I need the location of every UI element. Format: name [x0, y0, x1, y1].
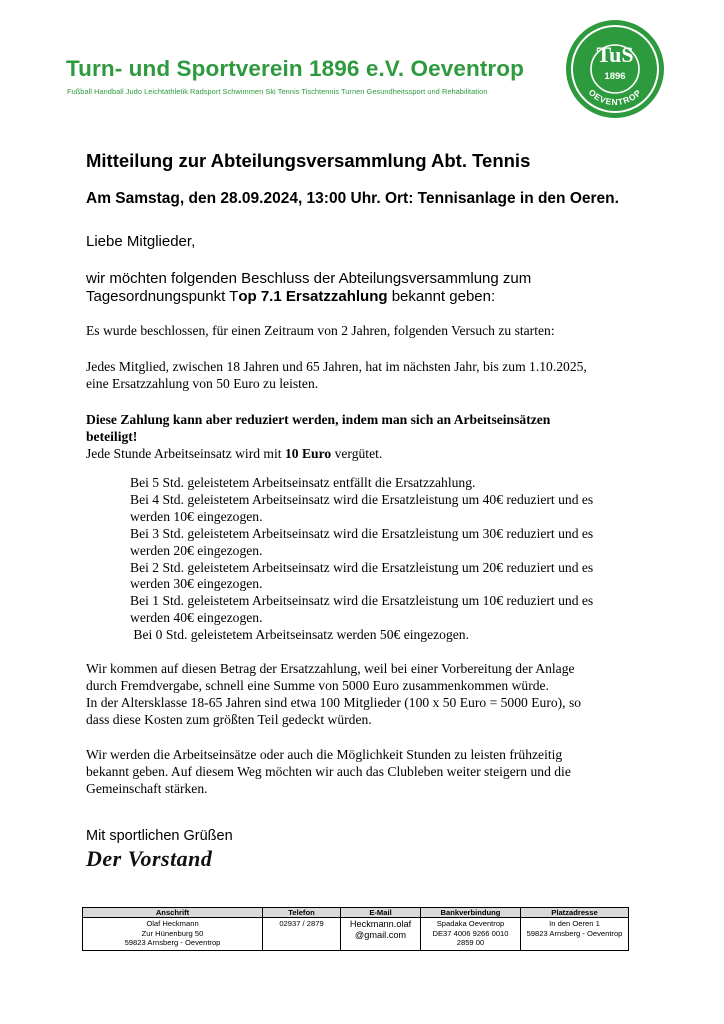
list-item: Bei 4 Std. geleistetem Arbeitseinsatz wird die Ersatzleistung um 40€ reduziert und es	[130, 491, 594, 507]
paragraph-reasoning	[86, 660, 646, 728]
intro-text: Tagesordnungspunkt T	[86, 288, 239, 305]
intro-text-end: bekannt geben:	[387, 288, 496, 305]
address-line: Zur Hünenburg 50	[141, 928, 204, 938]
footer-email	[341, 918, 421, 951]
venue-line: 59823 Arnsberg - Oeventrop	[526, 928, 623, 938]
hourly-rate-amount: 10 Euro	[284, 446, 332, 461]
list-item: Bei 3 Std. geleistetem Arbeitseinsatz wird die Ersatzleistung um 30€ reduziert und es	[130, 525, 594, 541]
paragraph-outlook	[86, 746, 646, 797]
footer-header-bank: Bankverbindung	[421, 908, 521, 918]
bank-line: DE37 4006 9266 0010	[432, 928, 509, 938]
list-item: werden 20€ eingezogen.	[130, 542, 263, 558]
list-item: werden 40€ eingezogen.	[130, 610, 263, 626]
reasoning-line: Wir kommen auf diesen Betrag der Ersatzzahlung, weil bei einer Vorbereitung der Anlage	[86, 661, 575, 676]
list-item: Bei 5 Std. geleistetem Arbeitseinsatz entfällt die Ersatzzahlung.	[130, 475, 476, 490]
address-line: 59823 Arnsberg - Oeventrop	[124, 938, 221, 947]
payment-line-2: eine Ersatzzahlung von 50 Euro zu leisten.	[86, 376, 319, 391]
logo-year: 1896	[604, 71, 626, 82]
payment-line-1: Jedes Mitglied, zwischen 18 Jahren und 65 Jahren, hat im nächsten Jahr, bis zum 1.10.2025,	[86, 359, 587, 374]
club-sports-list: Fußball Handball Judo Leichtathletik Radsport Schwimmen Ski Tennis Tischtennis Turnen Gesundheitssport und Rehabilitation	[67, 87, 488, 96]
venue-line: In den Oeren 1	[549, 919, 600, 928]
reasoning-line: dass diese Kosten zum größten Teil gedeckt würden.	[86, 712, 372, 727]
club-logo	[565, 19, 665, 119]
footer-header-email: E-Mail	[341, 908, 421, 918]
footer-contact-table	[82, 907, 629, 951]
footer-bank	[421, 918, 521, 951]
signature: Der Vorstand	[86, 846, 213, 871]
logo-text-top: TuS	[596, 42, 634, 67]
bank-line: 2859 00	[456, 938, 485, 947]
footer-header-row	[83, 908, 629, 918]
list-item: Bei 1 Std. geleistetem Arbeitseinsatz wird die Ersatzleistung um 10€ reduziert und es	[130, 593, 594, 609]
footer-phone	[263, 918, 341, 951]
hourly-rate-line	[86, 445, 646, 462]
hourly-rate-text: Jede Stunde Arbeitseinsatz wird mit	[86, 446, 285, 461]
list-item: werden 10€ eingezogen.	[130, 508, 263, 524]
footer-data-row	[83, 918, 629, 951]
intro-line-2	[86, 288, 646, 306]
footer-header-phone: Telefon	[263, 908, 341, 918]
reduction-bold-line-1: Diese Zahlung kann aber reduziert werden, indem man sich an Arbeitseinsätzen	[86, 412, 551, 427]
reduction-list	[130, 475, 640, 644]
footer-address	[83, 918, 263, 951]
phone-number: 02937 / 2879	[279, 919, 324, 928]
greeting: Liebe Mitglieder,	[86, 233, 196, 250]
list-item: Bei 2 Std. geleistetem Arbeitseinsatz wird die Ersatzleistung um 20€ reduziert und es	[130, 559, 594, 575]
bank-line: Spadaka Oeventrop	[436, 919, 505, 928]
reasoning-line: durch Fremdvergabe, schnell eine Summe von 5000 Euro zusammenkommen würde.	[86, 678, 549, 693]
list-item: Bei 0 Std. geleistetem Arbeitseinsatz werden 50€ eingezogen.	[130, 627, 469, 643]
outlook-line: bekannt geben. Auf diesem Weg möchten wir auch das Clubleben weiter steigern und die	[86, 764, 571, 779]
paragraph-reduction	[86, 411, 646, 462]
hourly-rate-text-end: vergütet.	[331, 446, 383, 461]
email-line: @gmail.com	[354, 930, 407, 940]
reasoning-line: In der Altersklasse 18-65 Jahren sind etwa 100 Mitglieder (100 x 50 Euro = 5000 Euro), so	[86, 695, 582, 710]
logo-text-bottom: OEVENTROP	[586, 87, 644, 108]
footer-venue	[521, 918, 629, 951]
address-line: Olaf Heckmann	[146, 919, 199, 928]
footer-header-address: Anschrift	[83, 908, 263, 918]
letter-subheading: Am Samstag, den 28.09.2024, 13:00 Uhr. Ort: Tennisanlage in den Oeren.	[86, 190, 619, 207]
paragraph-payment	[86, 358, 646, 392]
intro-paragraph	[86, 270, 646, 306]
letter-heading: Mitteilung zur Abteilungsversammlung Abt. Tennis	[86, 150, 531, 171]
list-item: werden 30€ eingezogen.	[130, 576, 263, 592]
reduction-bold-line-2: beteiligt!	[86, 429, 138, 444]
closing: Mit sportlichen Grüßen	[86, 828, 233, 844]
outlook-line: Gemeinschaft stärken.	[86, 781, 208, 796]
footer-header-venue: Platzadresse	[521, 908, 629, 918]
email-line: Heckmann.olaf	[349, 919, 412, 929]
intro-line-1: wir möchten folgenden Beschluss der Abteilungsversammlung zum	[86, 270, 532, 287]
outlook-line: Wir werden die Arbeitseinsätze oder auch die Möglichkeit Stunden zu leisten frühzeitig	[86, 747, 563, 762]
club-name: Turn- und Sportverein 1896 e.V. Oeventrop	[66, 56, 524, 81]
paragraph-decision: Es wurde beschlossen, für einen Zeitraum von 2 Jahren, folgenden Versuch zu starten:	[86, 323, 555, 338]
agenda-item: op 7.1 Ersatzzahlung	[238, 288, 388, 305]
